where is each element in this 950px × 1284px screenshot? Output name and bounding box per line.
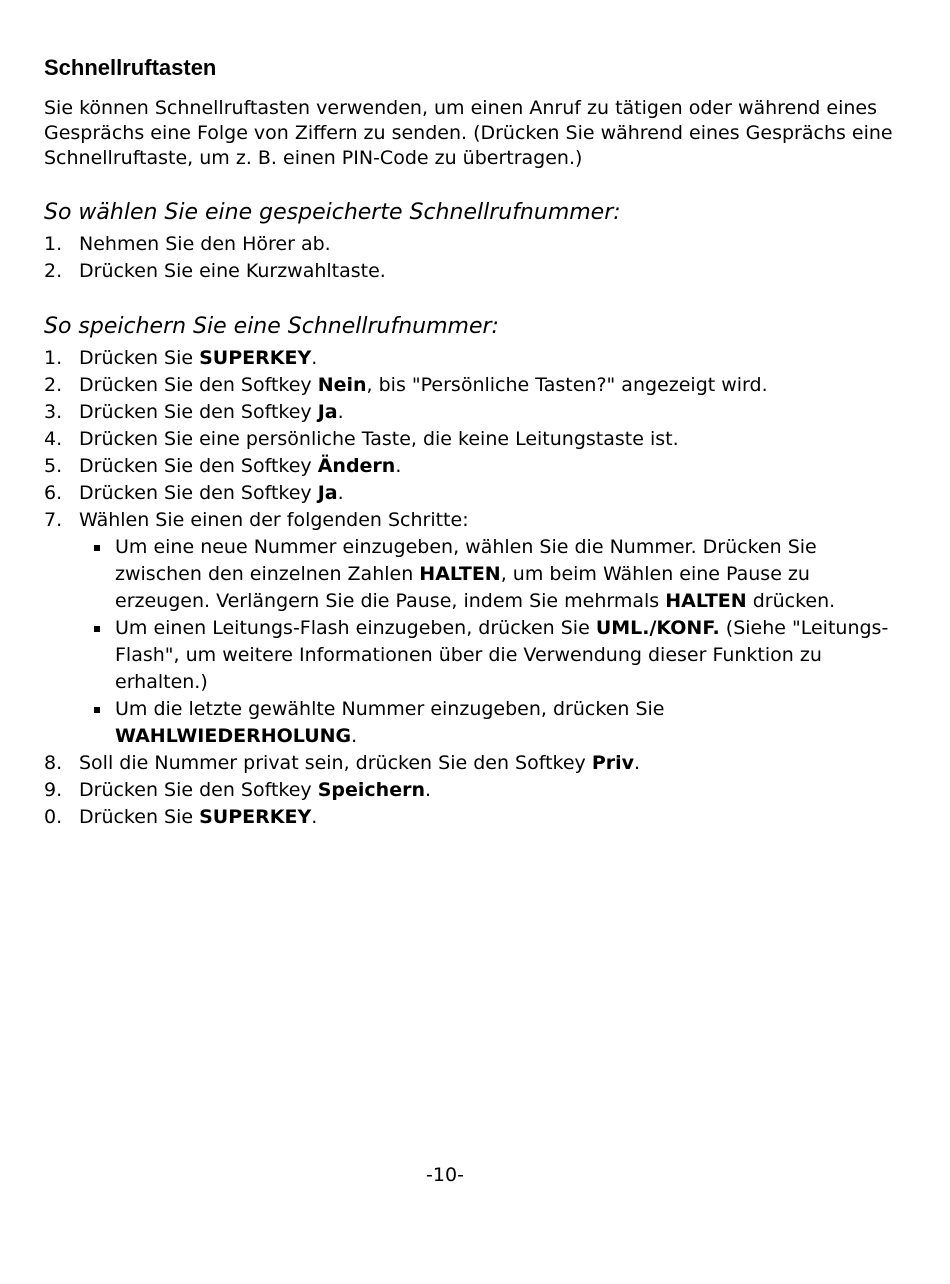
step-number: 9. (44, 779, 63, 801)
step-text: Drücken Sie den Softkey (79, 455, 318, 477)
step-number: 1. (44, 347, 63, 369)
key-name: Nein (317, 374, 367, 396)
bullet-text: drücken. (746, 590, 836, 612)
step-text: Drücken Sie (79, 806, 200, 828)
step-number: 6. (44, 482, 63, 504)
key-name: Ändern (317, 455, 396, 477)
list-item (44, 426, 894, 453)
key-name: Speichern (317, 779, 425, 801)
option-bullets (79, 534, 894, 750)
intro-paragraph: Sie können Schnellruftasten verwenden, um einen Anruf zu tätigen oder während eines Gesprächs eine Folge von Ziffern zu senden. (Drücken Sie während eines Gesprächs eine Schnellruftaste, um z. B. einen PIN-Code zu übertragen.) (44, 97, 893, 169)
step-text: Nehmen Sie den Hörer ab. (79, 233, 331, 255)
list-item (44, 777, 894, 804)
key-name: SUPERKEY (199, 806, 312, 828)
bullet-text: Um eine neue Nummer einzugeben, wählen Sie die Nummer. Drücken Sie zwischen den einzelnen Zahlen (115, 536, 817, 585)
step-text: , bis "Persönliche Tasten?" angezeigt wird. (366, 374, 768, 396)
step-number: 2. (44, 260, 63, 282)
step-text: . (634, 752, 641, 774)
key-name: Priv (591, 752, 635, 774)
bullet-text: . (351, 725, 358, 747)
step-number: 7. (44, 509, 63, 531)
step-text: . (424, 779, 432, 801)
step-text: Drücken Sie den Softkey (79, 401, 318, 423)
bullet-item (79, 696, 894, 750)
step-text: . (311, 347, 318, 369)
list-item (44, 750, 894, 777)
bullet-text: , um beim Wählen eine Pause zu erzeugen. Verlängern Sie die Pause, indem Sie mehrmals (115, 563, 810, 612)
step-text: . (337, 482, 344, 504)
step-text: . (311, 806, 318, 828)
step-number: 8. (44, 752, 63, 774)
bullet-text: Um die letzte gewählte Nummer einzugeben, drücken Sie (115, 698, 665, 720)
bullet-text: Um einen Leitungs-Flash einzugeben, drücken Sie (115, 617, 596, 639)
step-text: Drücken Sie eine persönliche Taste, die keine Leitungstaste ist. (79, 428, 679, 450)
step-number: 5. (44, 455, 63, 477)
step-text: . (395, 455, 402, 477)
bullet-item (79, 615, 894, 696)
bullet-item (79, 534, 894, 615)
list-item (44, 399, 894, 426)
key-name: UML./KONF. (595, 617, 720, 639)
step-text: Soll die Nummer privat sein, drücken Sie den Softkey (79, 752, 592, 774)
step-number: 3. (44, 401, 63, 423)
step-text: Drücken Sie (79, 347, 200, 369)
step-text: . (337, 401, 344, 423)
step-text: Drücken Sie eine Kurzwahltaste. (79, 260, 386, 282)
key-name: WAHLWIEDERHOLUNG (115, 725, 352, 747)
page-heading: Schnellruftasten (44, 55, 217, 80)
key-name: Ja (317, 401, 338, 423)
step-text: Drücken Sie den Softkey (79, 374, 318, 396)
step-number: 2. (44, 374, 63, 396)
step-text: Wählen Sie einen der folgenden Schritte: (79, 509, 469, 531)
step-text: Drücken Sie den Softkey (79, 779, 318, 801)
dial-steps-list (44, 231, 894, 285)
square-bullet-icon (94, 545, 100, 551)
square-bullet-icon (94, 626, 100, 632)
key-name: HALTEN (665, 590, 747, 612)
store-steps-list (44, 345, 894, 831)
list-item (44, 231, 894, 258)
page-number: -10- (426, 1164, 464, 1186)
list-item (44, 345, 894, 372)
square-bullet-icon (94, 707, 100, 713)
key-name: HALTEN (419, 563, 501, 585)
key-name: SUPERKEY (199, 347, 312, 369)
step-text: Drücken Sie den Softkey (79, 482, 318, 504)
section-store-title: So speichern Sie eine Schnellrufnummer: (44, 314, 499, 339)
document-page (44, 54, 894, 831)
list-item (44, 804, 894, 831)
section-dial-title: So wählen Sie eine gespeicherte Schnellrufnummer: (44, 200, 621, 225)
step-number: 4. (44, 428, 63, 450)
step-number: 0. (44, 806, 63, 828)
list-item (44, 480, 894, 507)
list-item (44, 453, 894, 480)
list-item (44, 258, 894, 285)
list-item (44, 507, 894, 750)
key-name: Ja (317, 482, 338, 504)
step-number: 1. (44, 233, 63, 255)
list-item (44, 372, 894, 399)
bullet-text: (Siehe "Leitungs-Flash", um weitere Informationen über die Verwendung dieser Funktion zu erhalten.) (115, 617, 889, 693)
